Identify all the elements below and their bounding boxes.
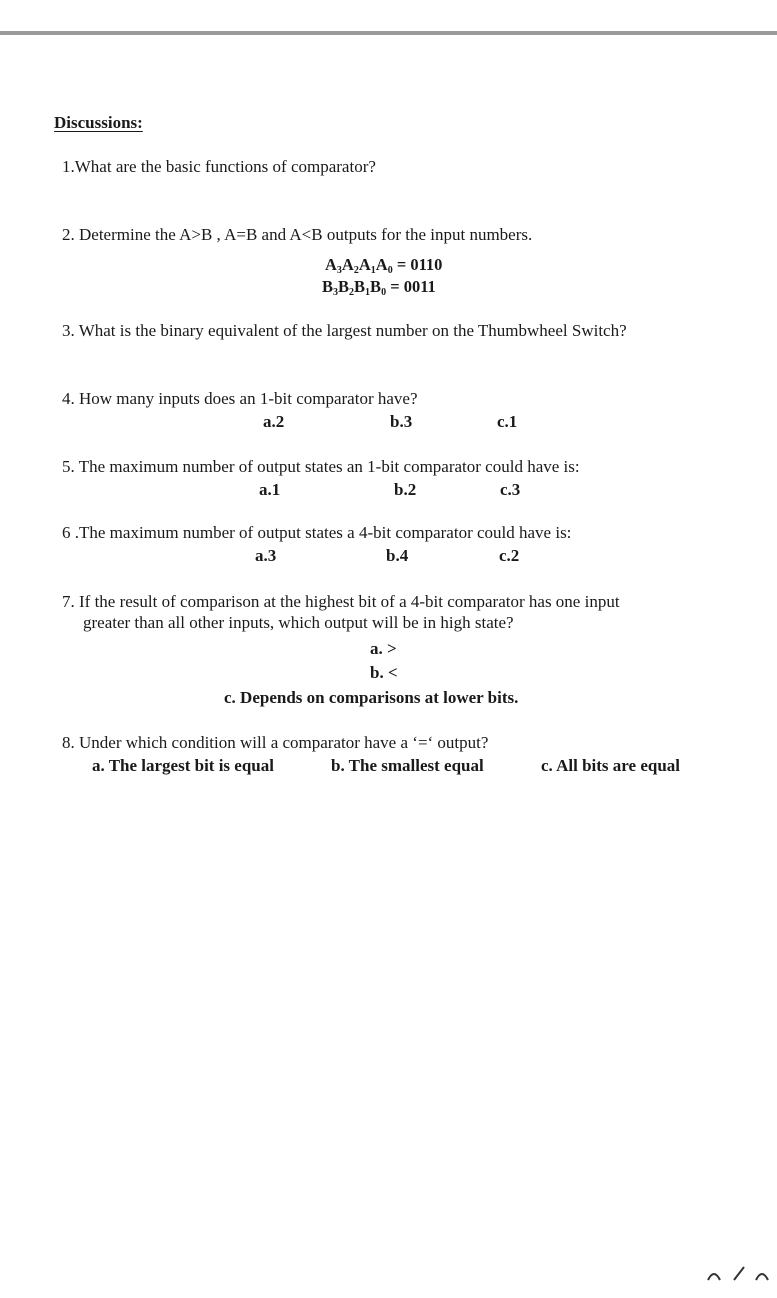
- q7-option-a: a. >: [370, 639, 397, 658]
- handwriting-mark: [700, 1258, 777, 1298]
- equation-a: $A_3A_2A_1A_0 = 0110$: [325, 255, 443, 276]
- question-7-line-1: 7. If the result of comparison at the highest bit of a 4-bit comparator has one input: [62, 592, 620, 611]
- equation-b: $B_3B_2B_1B_0 = 0011$: [322, 277, 436, 298]
- question-7-line-2: greater than all other inputs, which output will be in high state?: [83, 613, 514, 632]
- question-4: 4. How many inputs does an 1-bit comparator have?: [62, 389, 418, 408]
- q7-option-c: c. Depends on comparisons at lower bits.: [224, 688, 519, 707]
- q4-option-b: b.3: [390, 412, 413, 431]
- q8-option-c: c. All bits are equal: [541, 756, 680, 775]
- q8-option-b: b. The smallest equal: [331, 756, 484, 775]
- q6-option-b: b.4: [386, 546, 409, 565]
- top-divider: [0, 31, 777, 35]
- question-5: 5. The maximum number of output states an 1-bit comparator could have is:: [62, 457, 580, 476]
- question-8: 8. Under which condition will a comparator have a ‘=‘ output?: [62, 733, 489, 752]
- q8-option-a: a. The largest bit is equal: [92, 756, 274, 775]
- question-1: 1.What are the basic functions of comparator?: [62, 157, 376, 176]
- q7-option-b: b. <: [370, 663, 398, 682]
- question-6: 6 .The maximum number of output states a 4-bit comparator could have is:: [62, 523, 572, 542]
- q5-option-a: a.1: [259, 480, 281, 499]
- section-heading: Discussions:: [54, 113, 143, 132]
- q5-option-c: c.3: [500, 480, 521, 499]
- q4-option-a: a.2: [263, 412, 285, 431]
- q6-option-c: c.2: [499, 546, 520, 565]
- q5-option-b: b.2: [394, 480, 417, 499]
- q4-option-c: c.1: [497, 412, 518, 431]
- question-3: 3. What is the binary equivalent of the largest number on the Thumbwheel Switch?: [62, 321, 627, 340]
- question-2: 2. Determine the A>B , A=B and A<B outputs for the input numbers.: [62, 225, 533, 244]
- q6-option-a: a.3: [255, 546, 277, 565]
